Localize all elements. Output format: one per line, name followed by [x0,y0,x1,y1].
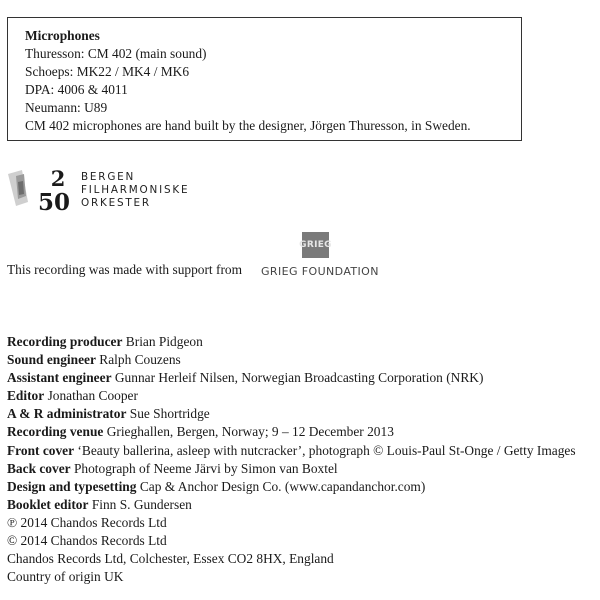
credit-line [7,442,600,460]
anniversary-numeral-bottom: 50 [37,189,71,214]
grieg-foundation-name: GRIEG FOUNDATION [261,265,379,278]
credit-value: Photograph of Neeme Järvi by Simon van Boxtel [73,460,338,476]
orchestra-name [81,171,189,210]
orchestra-name-line: FILHARMONISKE [81,184,190,196]
credit-value: Brian Pidgeon [125,334,203,349]
microphones-box [7,17,522,141]
credit-label: Front cover [7,442,75,458]
credit-label: Editor [7,388,45,404]
credit-line [7,423,600,441]
credit-label: Booklet editor [7,496,89,512]
credit-label: Back cover [7,460,71,476]
microphones-heading: Microphones [25,28,100,43]
credit-value: Gunnar Herleif Nilsen, Norwegian Broadcasting Corporation (NRK) [114,370,484,386]
microphone-line: DPA: 4006 & 4011 [25,82,128,97]
credit-label: A & R administrator [7,406,127,422]
anniversary-numeral-top: 2 [50,166,66,191]
microphone-line: Neumann: U89 [25,100,108,115]
harp-shape-icon [8,170,28,206]
bergen-filharmoniske-logo [6,166,206,214]
credit-value: Ralph Couzens [99,352,181,368]
credit-value: Country of origin UK [7,569,124,585]
credit-value: Grieghallen, Bergen, Norway; 9 – 12 December 2013 [106,424,394,440]
credits-list [7,333,600,586]
credit-line [7,351,600,369]
credit-line [7,369,600,387]
credit-label: Recording producer [7,334,123,349]
credit-label: Sound engineer [7,352,96,368]
credit-value: © 2014 Chandos Records Ltd [7,533,167,549]
credit-label: Assistant engineer [7,370,112,386]
orchestra-name-line: ORKESTER [81,197,151,209]
credit-value: Chandos Records Ltd, Colchester, Essex CO2 8HX, England [7,551,334,567]
credit-value: Jonathan Cooper [47,388,138,404]
address-line [7,550,600,568]
microphone-line: Thuresson: CM 402 (main sound) [25,46,207,61]
copyright-line [7,514,600,532]
copyright-line [7,532,600,550]
credit-value: ℗ 2014 Chandos Records Ltd [7,514,167,530]
credit-value: Cap & Anchor Design Co. (www.capandanchor.com) [139,478,426,494]
credit-line [7,387,600,405]
credit-label: Recording venue [7,424,104,440]
credit-value: Finn S. Gundersen [91,496,192,512]
microphone-line: Schoeps: MK22 / MK4 / MK6 [25,64,190,79]
origin-line [7,568,600,586]
credit-value: ‘Beauty ballerina, asleep with nutcracker’, photograph © Louis-Paul St-Onge / Getty Images [77,442,576,458]
credit-line [7,405,600,423]
grieg-logo-badge: GRIEG [302,232,329,258]
credit-label: Design and typesetting [7,478,137,494]
bfo-emblem-icon [6,166,80,214]
credit-line [7,496,600,514]
support-statement: This recording was made with support from [7,262,243,277]
credit-line [7,478,600,496]
credit-line [7,333,600,351]
orchestra-name-line: BERGEN [81,171,136,183]
credit-line [7,460,600,478]
microphone-note: CM 402 microphones are hand built by the designer, Jörgen Thuresson, in Sweden. [25,118,471,133]
credit-value: Sue Shortridge [129,406,210,422]
